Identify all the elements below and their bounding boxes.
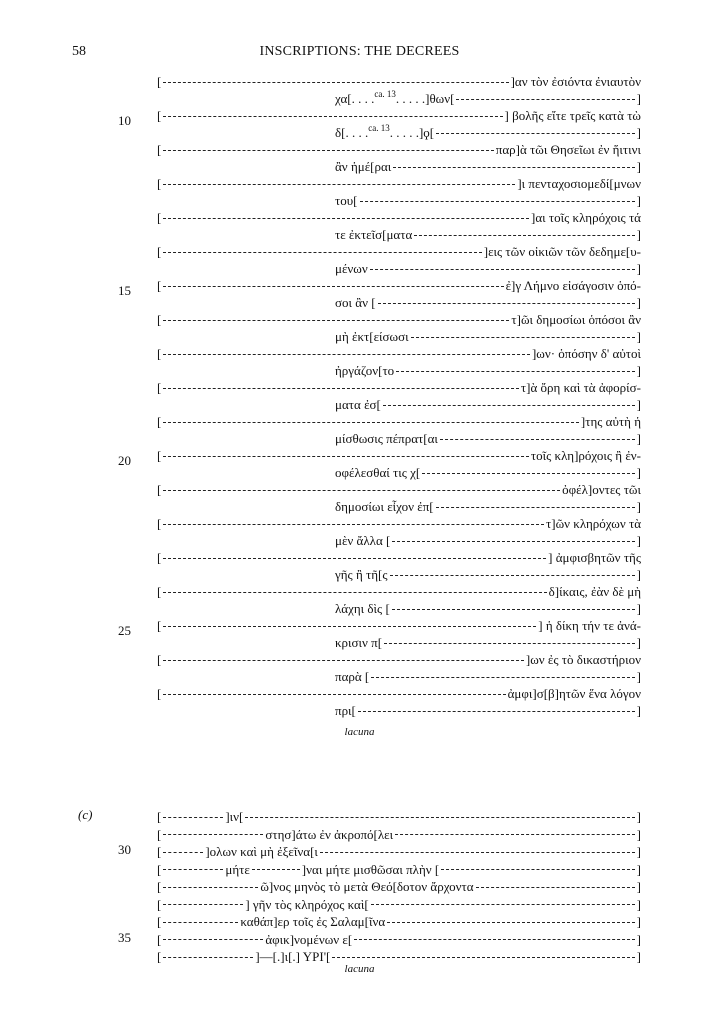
- line-text: ]ιν[: [225, 809, 244, 824]
- bracket: ]: [636, 533, 641, 548]
- lacuna-dashes: [163, 694, 505, 695]
- line-text: στησ]άτω ἐν ἀκροπό[λει: [265, 826, 394, 842]
- lacuna-dashes: [440, 439, 635, 440]
- lacuna-dashes: [387, 922, 634, 923]
- lacuna-dashes: [383, 405, 635, 406]
- bracket: ]: [636, 914, 641, 929]
- line-text: ἀφικ]νομένων ε[: [265, 931, 353, 947]
- lacuna-dashes: [392, 541, 634, 542]
- bracket: ]: [636, 125, 641, 140]
- line-text: ] ἡ δίκη τήν τε ἀνά-: [538, 618, 641, 633]
- bracket: [: [157, 346, 162, 361]
- bracket: ]: [636, 896, 641, 912]
- lacuna-dashes: [163, 388, 519, 389]
- line-text: τε ἐκτεῖσ[ματα: [335, 227, 413, 242]
- line-number: 25: [118, 623, 131, 638]
- inscription-line: [157, 447, 641, 465]
- lacuna-dashes: [163, 922, 238, 923]
- lacuna-dashes: [163, 320, 509, 321]
- lacuna-dashes: [163, 286, 503, 287]
- line-text: μὲν ἄλλα [: [335, 533, 391, 548]
- inscription-line: [157, 413, 641, 431]
- line-text: οφέλεσθαί τις χ[: [335, 465, 421, 480]
- lacuna-dashes: [390, 575, 635, 576]
- line-text: ]ων ἐς τὸ δικαστήριον: [525, 652, 641, 667]
- lacuna-dashes: [422, 473, 634, 474]
- lacuna-dashes: [396, 371, 634, 372]
- bracket: ]: [636, 499, 641, 514]
- lacuna-dashes: [163, 150, 493, 151]
- lacuna-dashes: [441, 869, 634, 870]
- line-text: κρισιν π[: [335, 635, 383, 650]
- lacuna-dashes: [371, 677, 634, 678]
- lacuna-dashes: [163, 184, 515, 185]
- lacuna-dashes: [163, 354, 530, 355]
- lacuna-dashes: [411, 337, 635, 338]
- lacuna-dashes: [456, 99, 634, 100]
- bracket: ]: [636, 703, 641, 718]
- bracket: [: [157, 914, 162, 929]
- line-text: ἂν ἡμέ[ραι: [335, 159, 392, 174]
- bracket: [: [157, 74, 162, 89]
- line-text: ] ἀμφισβητῶν τῆς: [548, 550, 641, 565]
- inscription-line: [335, 328, 641, 346]
- inscription-line: [157, 379, 641, 397]
- bracket: [: [157, 686, 162, 701]
- inscription-line: [157, 549, 641, 567]
- line-text: ]ι πενταχοσιομεδί[μνων: [517, 176, 641, 191]
- page-header: [0, 44, 719, 64]
- inscription-line: [335, 498, 641, 516]
- inscription-line: [157, 277, 641, 295]
- line-text: τοῖς κλη]ρόχοις ἢ ἐν-: [530, 448, 641, 463]
- line-text: τ]ῶν κληρόχων τὰ: [546, 516, 641, 531]
- line-text: ]αι τοῖς κληρόχοις τά: [531, 210, 641, 225]
- bracket: ]: [636, 159, 641, 174]
- line-text: λάχηι δὶς [: [335, 601, 390, 616]
- line-text: ῶ]νος μηνὸς τὸ μετὰ Θεό[δοτον ἄρχοντα: [260, 879, 474, 894]
- inscription-line: [157, 617, 641, 635]
- bracket: ]: [636, 809, 641, 824]
- inscription-line-c: [157, 931, 641, 949]
- lacuna-dashes: [163, 252, 481, 253]
- line-text: παρὰ [: [335, 669, 370, 684]
- line-text: μένων: [335, 261, 368, 276]
- lacuna-dashes: [163, 558, 546, 559]
- bracket: [: [157, 809, 162, 824]
- lacuna-dashes: [252, 869, 300, 870]
- inscription-line: [335, 464, 641, 482]
- lacuna-dashes: [163, 660, 524, 661]
- bracket: ]: [636, 295, 641, 310]
- line-text: παρ]ὰ τῶι Θησεῖωι ἐν ἥιτινι: [495, 142, 641, 157]
- inscription-line-c: [157, 826, 641, 844]
- lacuna-dashes: [163, 957, 253, 958]
- line-text: χα[. . . .: [335, 91, 375, 106]
- bracket: ]: [636, 826, 641, 842]
- line-text: ]ναι μήτε μισθῶσαι πλὴν [: [301, 861, 440, 877]
- lacuna-dashes: [378, 303, 635, 304]
- line-text: . . . . .]θων[: [395, 91, 455, 106]
- line-text: ]της αὐτὴ ἡ: [580, 414, 641, 429]
- inscription-line: [157, 481, 641, 499]
- line-text: ματα ἐσ[: [335, 397, 381, 412]
- bracket: ]: [636, 879, 641, 894]
- inscription-line: [157, 651, 641, 669]
- line-number: 35: [118, 930, 131, 945]
- bracket: ]: [636, 431, 641, 446]
- inscription-line: [157, 107, 641, 125]
- inscription-line: [335, 192, 641, 210]
- bracket: ]: [636, 363, 641, 378]
- line-text: ἐ]γ Λήμνο εἰσάγοσιν ὁπό-: [505, 278, 641, 293]
- bracket: ]: [636, 601, 641, 616]
- lacuna-dashes: [163, 887, 258, 888]
- lacuna-dashes: [163, 834, 263, 835]
- bracket: ]: [636, 949, 641, 964]
- lacuna-dashes: [163, 592, 546, 593]
- bracket: ]: [636, 861, 641, 877]
- bracket: [: [157, 584, 162, 599]
- inscription-line: [157, 311, 641, 329]
- lacuna-label-c: lacuna: [344, 963, 375, 975]
- lacuna-dashes: [320, 852, 635, 853]
- bracket: ]: [636, 635, 641, 650]
- line-text: ]—[.]ι[.] ΥΡΙ'[: [255, 949, 331, 964]
- inscription-line-c: [157, 896, 641, 914]
- lacuna-dashes: [393, 167, 634, 168]
- bracket: ]: [636, 465, 641, 480]
- inscription-line: [157, 243, 641, 261]
- running-title: INSCRIPTIONS: THE DECREES: [259, 44, 460, 59]
- inscription-line: [157, 73, 641, 91]
- inscription-line: [157, 141, 641, 159]
- bracket: [: [157, 949, 162, 964]
- lacuna-dashes: [163, 852, 203, 853]
- inscription-line: [157, 515, 641, 533]
- lacuna-dashes: [371, 904, 635, 905]
- inscription-line: [335, 294, 641, 312]
- bracket: [: [157, 108, 162, 123]
- line-number: 15: [118, 283, 131, 298]
- lacuna-label: lacuna: [344, 726, 375, 738]
- bracket: [: [157, 312, 162, 327]
- bracket: [: [157, 244, 162, 259]
- lacuna-dashes: [163, 490, 560, 491]
- bracket: [: [157, 618, 162, 633]
- lacuna-dashes: [358, 711, 635, 712]
- editorial-note: ca. 13: [368, 123, 390, 133]
- inscription-line: [157, 175, 641, 193]
- lacuna-dashes: [163, 817, 223, 818]
- line-text: μίσθωσις πέπρατ[αι: [335, 431, 438, 446]
- inscription-line: [335, 260, 641, 278]
- bracket: [: [157, 896, 162, 912]
- inscription-line: [157, 209, 641, 227]
- line-number: 30: [118, 842, 131, 857]
- line-text: πρι[: [335, 703, 356, 718]
- line-text: δ[. . . .: [335, 125, 369, 140]
- lacuna-dashes: [163, 869, 223, 870]
- bracket: [: [157, 931, 162, 947]
- lacuna-dashes: [436, 133, 635, 134]
- inscription-line-c: [157, 861, 641, 879]
- inscription-line: [335, 702, 641, 720]
- line-text: ] γῆν τὸς κληρόχος καὶ[: [245, 896, 369, 912]
- bracket: [: [157, 861, 162, 877]
- bracket: [: [157, 516, 162, 531]
- lacuna-dashes: [163, 82, 508, 83]
- bracket: [: [157, 550, 162, 565]
- line-text: ] βολῆς εἴτε τρεῖς κατὰ τὼ: [504, 108, 641, 123]
- lacuna-dashes: [163, 626, 536, 627]
- inscription-line: [335, 158, 641, 176]
- inscription-line: [335, 600, 641, 618]
- inscription-line: [335, 634, 641, 652]
- line-number: 20: [118, 453, 131, 468]
- bracket: ]: [636, 844, 641, 859]
- lacuna-dashes: [384, 643, 635, 644]
- lacuna-dashes: [360, 201, 635, 202]
- page-number: 58: [72, 44, 86, 59]
- line-text: ]ολων καὶ μὴ ἐξεῖνα[ι: [205, 844, 318, 859]
- line-text: γῆς ἢ τῆ[ς: [335, 567, 388, 582]
- line-text: τ]ὰ ὄρη καὶ τὰ ἀφορίσ-: [520, 380, 641, 395]
- inscription-line: [335, 226, 641, 244]
- inscription-line: [335, 668, 641, 686]
- inscription-line: [157, 583, 641, 601]
- line-text: δημοσίωι εἶχον ἐπ[: [335, 499, 434, 514]
- lacuna-dashes: [163, 422, 579, 423]
- bracket: [: [157, 844, 162, 859]
- lacuna-dashes: [414, 235, 634, 236]
- inscription-line-c: [157, 913, 641, 931]
- bracket: ]: [636, 931, 641, 947]
- line-text: . . . . .]ϙ[: [389, 125, 435, 140]
- bracket: [: [157, 142, 162, 157]
- lacuna-dashes: [392, 609, 635, 610]
- line-text: του[: [335, 193, 358, 208]
- inscription-line: [157, 685, 641, 703]
- editorial-note: ca. 13: [374, 89, 396, 99]
- bracket: ]: [636, 91, 641, 106]
- bracket: [: [157, 414, 162, 429]
- inscription-line-c: [157, 843, 641, 861]
- bracket: ]: [636, 669, 641, 684]
- bracket: ]: [636, 193, 641, 208]
- bracket: [: [157, 482, 162, 497]
- inscription-line: [335, 532, 641, 550]
- lacuna-dashes: [163, 904, 243, 905]
- lacuna-dashes: [163, 524, 544, 525]
- line-text: καθάπ]ερ τοῖς ἐς Σαλαμ[ῖνα: [240, 914, 386, 929]
- lacuna-dashes: [163, 939, 263, 940]
- bracket: [: [157, 652, 162, 667]
- line-text: ]εις τῶν οἰκιῶν τῶν δεδημε[υ-: [483, 244, 641, 259]
- line-text: ]αν τὸν ἐσιόντα ἐνιαυτὸν: [510, 74, 641, 89]
- inscription-line: [335, 430, 641, 448]
- lacuna-dashes: [245, 817, 634, 818]
- lacuna-dashes: [332, 957, 634, 958]
- line-text: ]ων· ὁπόσην δ' αὐτοὶ: [531, 346, 641, 361]
- bracket: [: [157, 826, 162, 842]
- line-text: σοι ἂν [: [335, 295, 376, 310]
- bracket: ]: [636, 261, 641, 276]
- bracket: [: [157, 210, 162, 225]
- line-text: ἠργάζον[το: [335, 363, 395, 378]
- line-text: ἀμφι]σ[β]ητῶν ἕνα λόγον: [507, 686, 641, 701]
- line-text: τ]ῶι δημοσίωι ὁπόσοι ἂν: [511, 312, 641, 327]
- line-text: δ]ίκαις, ἐὰν δὲ μὴ: [548, 584, 641, 599]
- inscription-line: [335, 90, 641, 108]
- bracket: ]: [636, 567, 641, 582]
- lacuna-dashes: [354, 939, 634, 940]
- inscription-line: [335, 566, 641, 584]
- line-text: μήτε: [225, 861, 250, 877]
- section-c-label: (c): [78, 807, 93, 822]
- bracket: ]: [636, 329, 641, 344]
- inscription-line-c: [157, 808, 641, 826]
- bracket: [: [157, 278, 162, 293]
- lacuna-dashes: [163, 116, 502, 117]
- bracket: [: [157, 380, 162, 395]
- lacuna-dashes: [163, 218, 529, 219]
- bracket: [: [157, 448, 162, 463]
- lacuna-dashes: [436, 507, 635, 508]
- lacuna-dashes: [370, 269, 635, 270]
- inscription-line-c: [157, 878, 641, 896]
- line-number: 10: [118, 113, 131, 128]
- inscription-line: [335, 396, 641, 414]
- lacuna-dashes: [163, 456, 529, 457]
- inscription-line: [335, 124, 641, 142]
- bracket: [: [157, 879, 162, 894]
- line-text: ὀφέλ]οντες τῶι: [562, 482, 641, 497]
- lacuna-dashes: [476, 887, 635, 888]
- inscription-line: [157, 345, 641, 363]
- inscription-line: [335, 362, 641, 380]
- bracket: ]: [636, 397, 641, 412]
- lacuna-dashes: [395, 834, 635, 835]
- bracket: [: [157, 176, 162, 191]
- line-text: μὴ ἐκτ[είσωσι: [335, 329, 409, 344]
- bracket: ]: [636, 227, 641, 242]
